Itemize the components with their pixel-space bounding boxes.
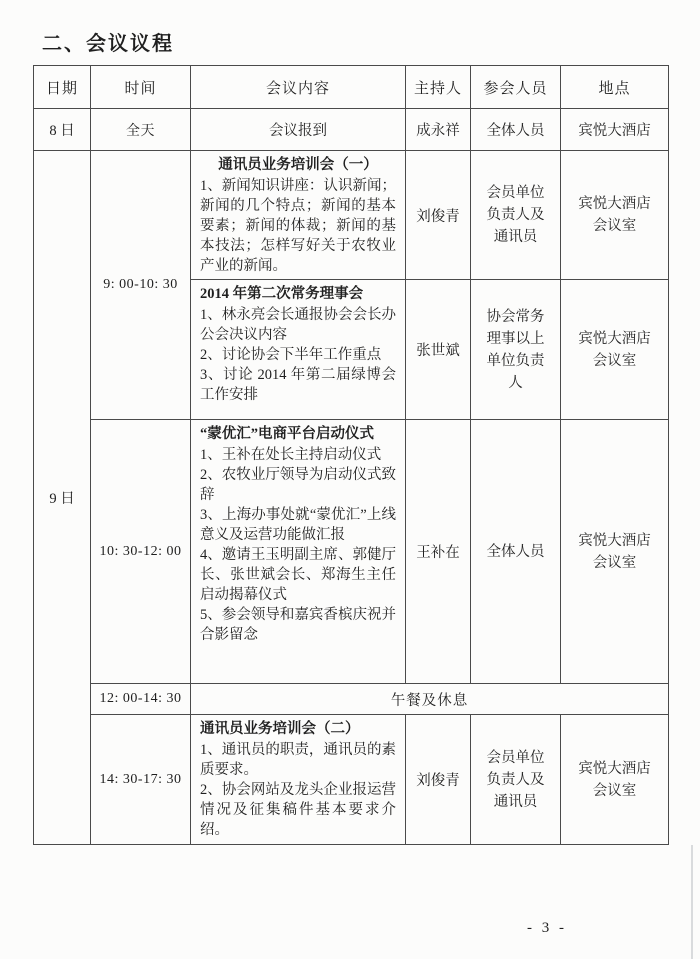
content-title: “蒙优汇”电商平台启动仪式 [200, 426, 374, 442]
location-cell: 宾悦大酒店会议室 [561, 420, 669, 684]
content-title: 2014 年第二次常务理事会 [200, 286, 364, 302]
host-cell: 张世斌 [406, 280, 471, 420]
content-cell-launch [191, 420, 406, 684]
table-header-row [34, 66, 669, 109]
row-launch-ceremony [34, 420, 669, 684]
participants-cell: 全体人员 [471, 420, 561, 684]
content-item: 5、参会领导和嘉宾香槟庆祝并合影留念 [200, 607, 396, 643]
content-item: 3、讨论 2014 年第二届绿博会工作安排 [200, 367, 396, 403]
time-cell-lunch: 12: 00-14: 30 [91, 684, 191, 715]
participants-cell: 会员单位负责人及通讯员 [471, 151, 561, 280]
content-cell-board-meeting [191, 280, 406, 420]
content-item: 1、通讯员的职责，通讯员的素质要求。 [200, 742, 396, 778]
content-item: 1、新闻知识讲座：认识新闻；新闻的几个特点；新闻的基本要素；新闻的体裁；新闻的基本技法；怎样写好关于农牧业产业的新闻。 [200, 178, 396, 274]
host-cell: 成永祥 [406, 109, 471, 151]
col-header-host: 主持人 [406, 66, 471, 109]
content-item: 4、邀请王玉明副主席、郭健厅长、张世斌会长、郑海生主任启动揭幕仪式 [200, 547, 396, 603]
time-cell-morning1: 9: 00-10: 30 [91, 151, 191, 420]
content-title: 通讯员业务培训会（二） [200, 721, 360, 737]
row-training2 [34, 715, 669, 845]
date-cell-day8: 8 日 [34, 109, 91, 151]
host-cell: 刘俊青 [406, 715, 471, 845]
content-cell-lunch: 午餐及休息 [191, 684, 669, 715]
participants-cell: 会员单位负责人及通讯员 [471, 715, 561, 845]
content-item: 2、讨论协会下半年工作重点 [200, 347, 382, 363]
col-header-time: 时间 [91, 66, 191, 109]
content-item: 1、王补在处长主持启动仪式 [200, 447, 382, 463]
content-cell-training2 [191, 715, 406, 845]
host-cell: 王补在 [406, 420, 471, 684]
row-registration [34, 109, 669, 151]
row-lunch [34, 684, 669, 715]
col-header-content: 会议内容 [191, 66, 406, 109]
content-cell-training1 [191, 151, 406, 280]
date-cell-day9: 9 日 [34, 151, 91, 845]
col-header-participants: 参会人员 [471, 66, 561, 109]
content-cell-registration: 会议报到 [191, 109, 406, 151]
host-cell: 刘俊青 [406, 151, 471, 280]
location-cell: 宾悦大酒店会议室 [561, 715, 669, 845]
content-item: 3、上海办事处就“蒙优汇”上线意义及运营功能做汇报 [200, 507, 396, 543]
location-cell: 宾悦大酒店会议室 [561, 151, 669, 280]
content-item: 1、林永亮会长通报协会会长办公会决议内容 [200, 307, 396, 343]
agenda-table [33, 65, 669, 845]
time-cell-afternoon: 14: 30-17: 30 [91, 715, 191, 845]
participants-cell: 协会常务理事以上单位负责人 [471, 280, 561, 420]
content-item: 2、协会网站及龙头企业报运营情况及征集稿件基本要求介绍。 [200, 782, 396, 838]
scan-edge-line [691, 845, 693, 959]
time-cell-allday: 全天 [91, 109, 191, 151]
page-number: - 3 - [527, 920, 567, 936]
col-header-date: 日期 [34, 66, 91, 109]
location-cell: 宾悦大酒店 [561, 109, 669, 151]
col-header-location: 地点 [561, 66, 669, 109]
content-title: 通讯员业务培训会（一） [218, 157, 378, 173]
page-title: 二、会议议程 [42, 33, 174, 55]
content-item: 2、农牧业厅领导为启动仪式致辞 [200, 467, 396, 503]
time-cell-morning2: 10: 30-12: 00 [91, 420, 191, 684]
participants-cell: 全体人员 [471, 109, 561, 151]
location-cell: 宾悦大酒店会议室 [561, 280, 669, 420]
row-training1 [34, 151, 669, 280]
